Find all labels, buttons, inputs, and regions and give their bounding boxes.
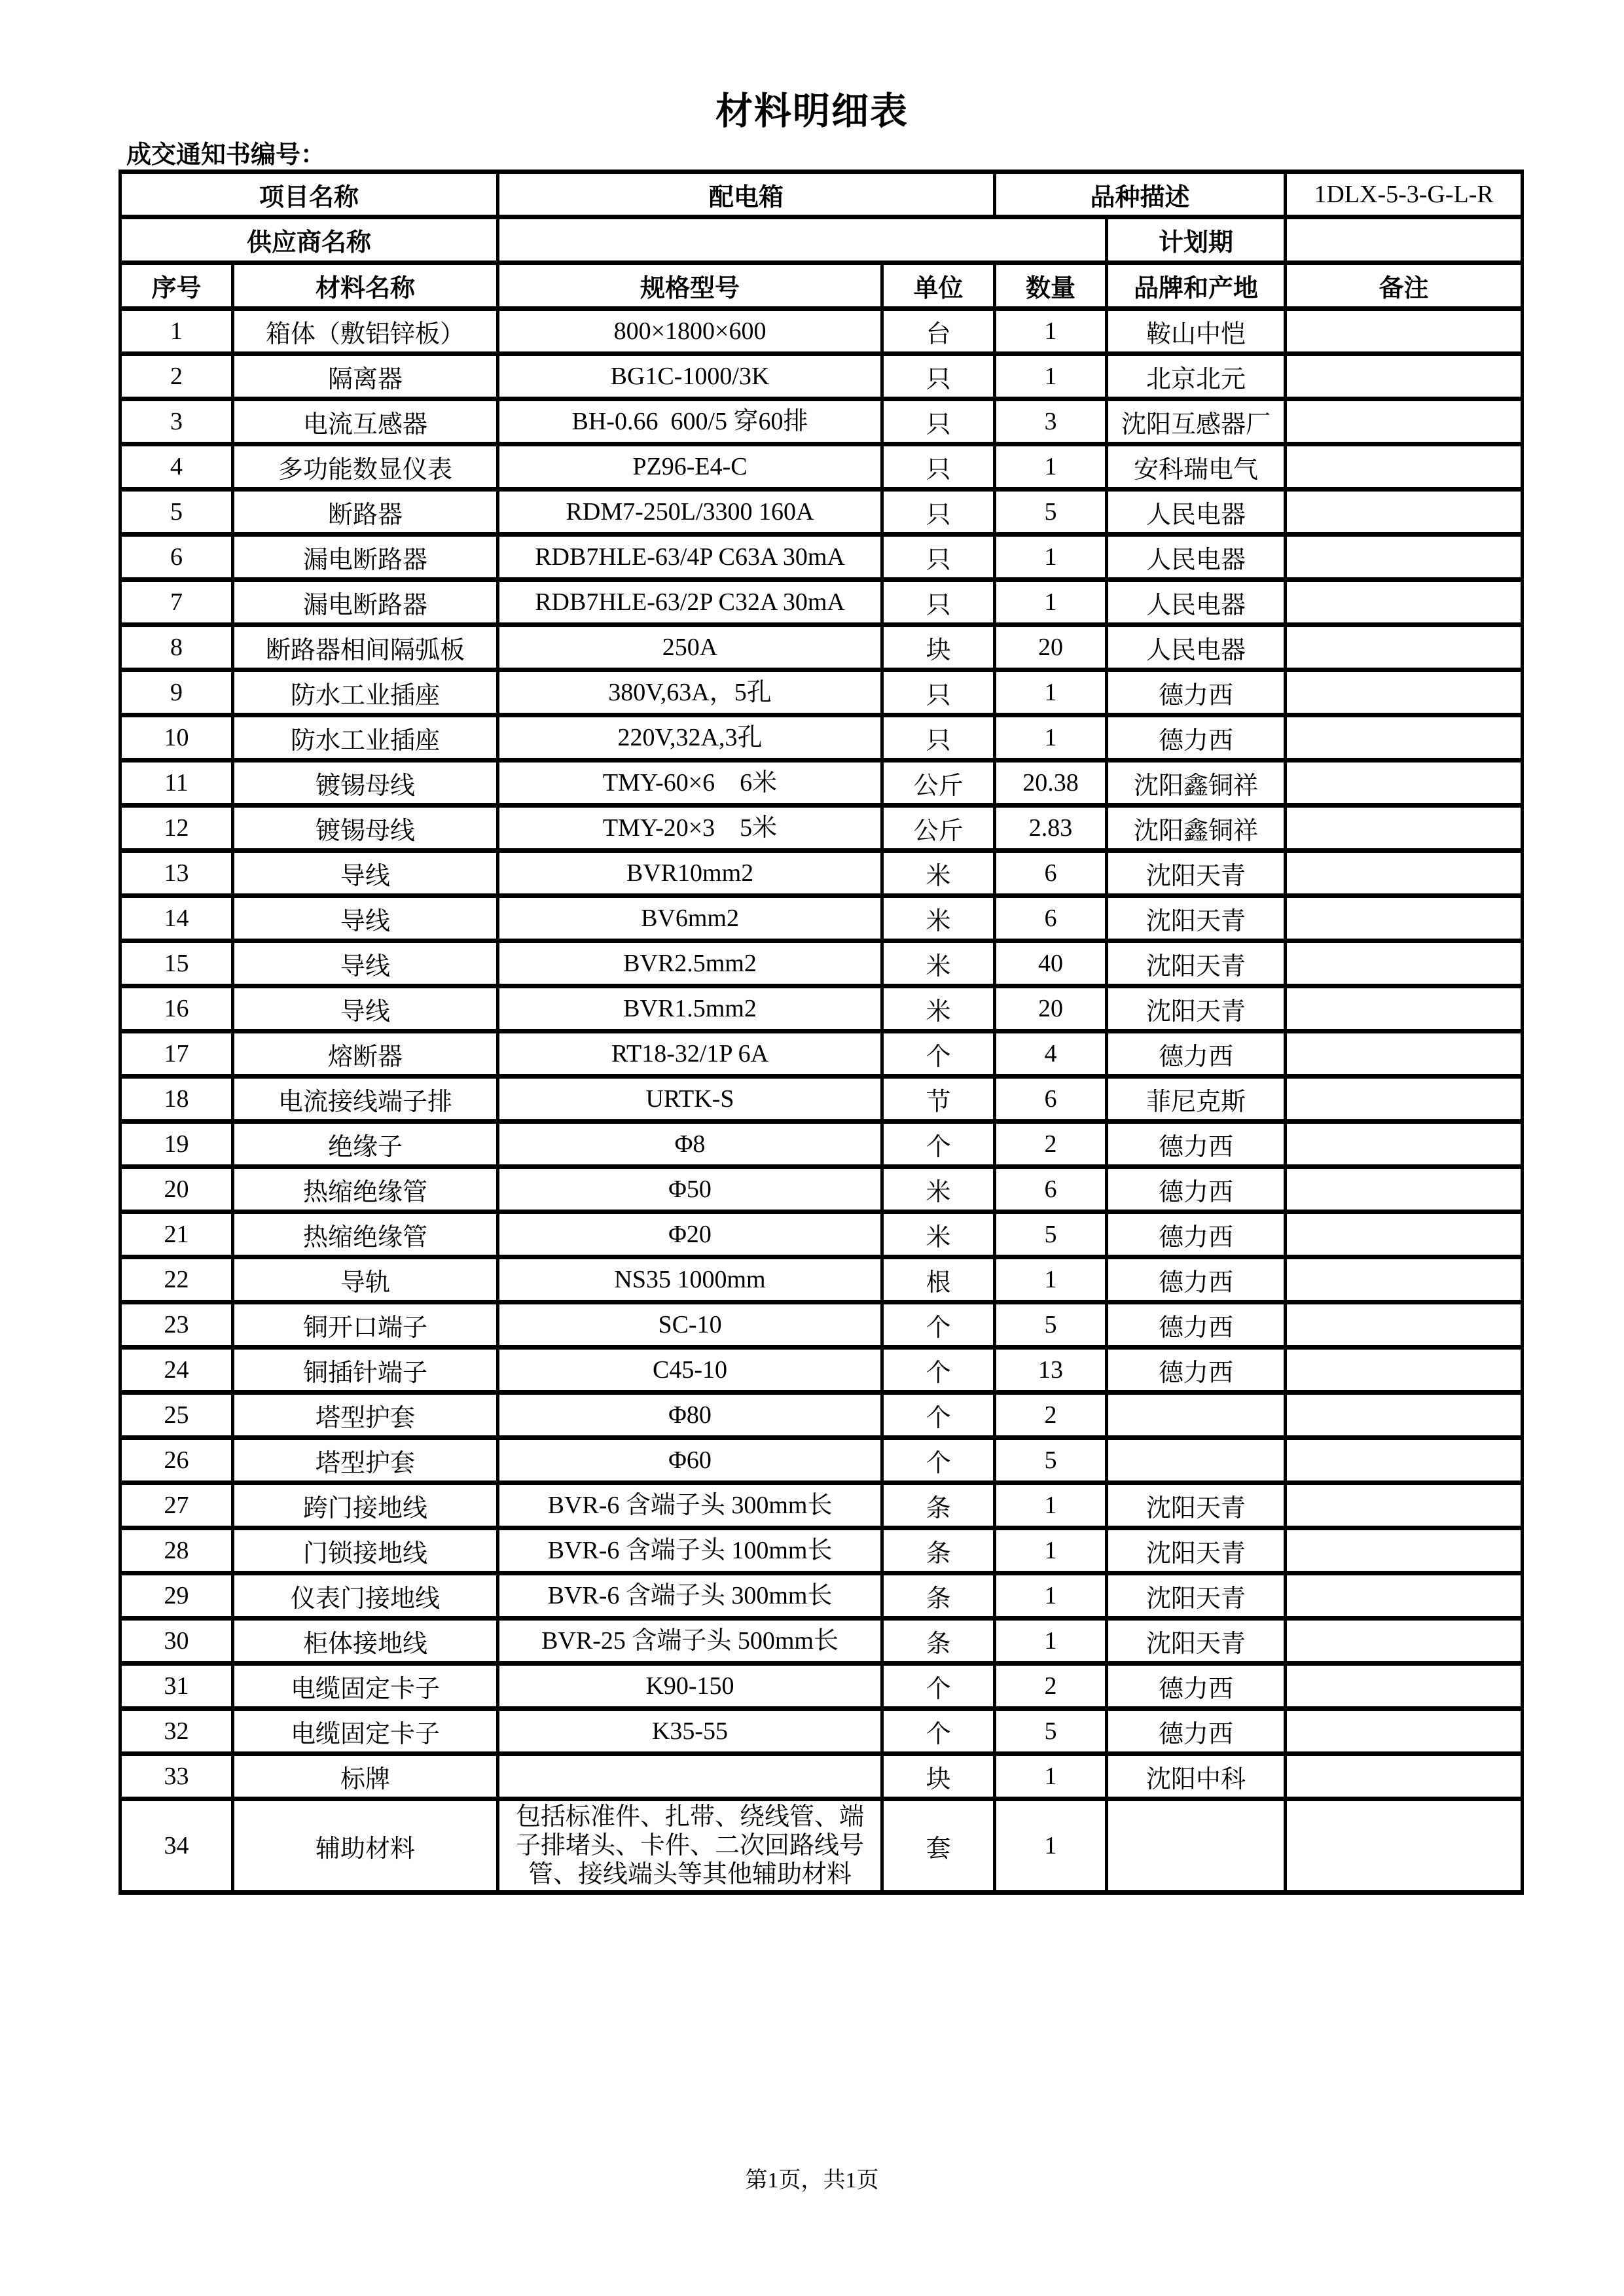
cell-unit: 节: [882, 1077, 995, 1122]
column-header-row: [120, 263, 1523, 309]
cell-unit: 块: [882, 1754, 995, 1799]
cell-note: [1286, 1122, 1523, 1167]
table-row: [120, 1573, 1523, 1619]
cell-material-name: 导线: [233, 851, 498, 896]
cell-material-name: 镀锡母线: [233, 761, 498, 806]
cell-brand-origin: 德力西: [1107, 670, 1286, 715]
cell-unit: 块: [882, 625, 995, 670]
cell-material-name: 塔型护套: [233, 1438, 498, 1483]
cell-brand-origin: 沈阳天青: [1107, 1619, 1286, 1664]
cell-serial-no: 19: [120, 1122, 233, 1167]
cell-material-name: 多功能数显仪表: [233, 444, 498, 490]
cell-serial-no: 1: [120, 309, 233, 354]
cell-serial-no: 34: [120, 1799, 233, 1893]
cell-quantity: 20: [995, 625, 1107, 670]
cell-spec-model: BVR-25 含端子头 500mm长: [498, 1619, 882, 1664]
cell-note: [1286, 1573, 1523, 1619]
supplier-name-value: [498, 217, 1107, 263]
cell-material-name: 熔断器: [233, 1031, 498, 1077]
cell-quantity: 1: [995, 1799, 1107, 1893]
cell-quantity: 3: [995, 399, 1107, 444]
cell-serial-no: 3: [120, 399, 233, 444]
cell-serial-no: 13: [120, 851, 233, 896]
cell-unit: 条: [882, 1573, 995, 1619]
cell-note: [1286, 1257, 1523, 1302]
cell-unit: 个: [882, 1664, 995, 1709]
cell-brand-origin: 沈阳鑫铜祥: [1107, 806, 1286, 851]
cell-spec-model: SC-10: [498, 1302, 882, 1348]
cell-brand-origin: 德力西: [1107, 1212, 1286, 1257]
cell-quantity: 6: [995, 1077, 1107, 1122]
table-row: [120, 1077, 1523, 1122]
cell-serial-no: 8: [120, 625, 233, 670]
cell-quantity: 20: [995, 986, 1107, 1031]
cell-material-name: 漏电断路器: [233, 535, 498, 580]
cell-note: [1286, 670, 1523, 715]
cell-brand-origin: 沈阳天青: [1107, 851, 1286, 896]
cell-brand-origin: 德力西: [1107, 1302, 1286, 1348]
table-row: [120, 670, 1523, 715]
table-row: [120, 1348, 1523, 1393]
cell-serial-no: 22: [120, 1257, 233, 1302]
cell-material-name: 铜开口端子: [233, 1302, 498, 1348]
cell-material-name: 电流互感器: [233, 399, 498, 444]
cell-quantity: 1: [995, 1573, 1107, 1619]
cell-unit: 个: [882, 1438, 995, 1483]
cell-quantity: 1: [995, 580, 1107, 625]
cell-serial-no: 18: [120, 1077, 233, 1122]
cell-spec-model: BH-0.66 600/5 穿60排: [498, 399, 882, 444]
cell-material-name: 塔型护套: [233, 1393, 498, 1438]
cell-material-name: 电流接线端子排: [233, 1077, 498, 1122]
project-name-label: 项目名称: [120, 172, 498, 217]
table-row: [120, 1212, 1523, 1257]
cell-unit: 米: [882, 896, 995, 941]
cell-material-name: 导线: [233, 941, 498, 986]
table-row: [120, 761, 1523, 806]
cell-spec-model: BVR10mm2: [498, 851, 882, 896]
cell-quantity: 1: [995, 354, 1107, 399]
table-row: [120, 1302, 1523, 1348]
cell-brand-origin: 沈阳天青: [1107, 1528, 1286, 1573]
cell-unit: 只: [882, 670, 995, 715]
cell-note: [1286, 444, 1523, 490]
cell-note: [1286, 715, 1523, 761]
cell-note: [1286, 761, 1523, 806]
cell-unit: 条: [882, 1528, 995, 1573]
table-row: [120, 1664, 1523, 1709]
cell-unit: 米: [882, 986, 995, 1031]
cell-spec-model: Φ60: [498, 1438, 882, 1483]
cell-material-name: 导轨: [233, 1257, 498, 1302]
cell-brand-origin: 沈阳互感器厂: [1107, 399, 1286, 444]
cell-note: [1286, 986, 1523, 1031]
cell-unit: 根: [882, 1257, 995, 1302]
cell-quantity: 6: [995, 896, 1107, 941]
cell-spec-model: 380V,63A，5孔: [498, 670, 882, 715]
cell-spec-model: RDM7-250L/3300 160A: [498, 490, 882, 535]
cell-note: [1286, 625, 1523, 670]
plan-period-label: 计划期: [1107, 217, 1286, 263]
table-row: [120, 806, 1523, 851]
cell-brand-origin: 德力西: [1107, 1167, 1286, 1212]
cell-material-name: 柜体接地线: [233, 1619, 498, 1664]
cell-spec-model: PZ96-E4-C: [498, 444, 882, 490]
cell-brand-origin: 德力西: [1107, 1709, 1286, 1754]
cell-note: [1286, 851, 1523, 896]
cell-brand-origin: 沈阳天青: [1107, 1573, 1286, 1619]
cell-quantity: 5: [995, 1212, 1107, 1257]
cell-spec-model: NS35 1000mm: [498, 1257, 882, 1302]
cell-brand-origin: 德力西: [1107, 1122, 1286, 1167]
cell-unit: 只: [882, 399, 995, 444]
table-row: [120, 1709, 1523, 1754]
cell-note: [1286, 1619, 1523, 1664]
cell-spec-model: BG1C-1000/3K: [498, 354, 882, 399]
cell-brand-origin: [1107, 1438, 1286, 1483]
table-row: [120, 309, 1523, 354]
cell-quantity: 1: [995, 1619, 1107, 1664]
cell-spec-model: TMY-60×6 6米: [498, 761, 882, 806]
cell-spec-model: K35-55: [498, 1709, 882, 1754]
cell-unit: 只: [882, 444, 995, 490]
table-row: [120, 1799, 1523, 1893]
page-number-indicator: 第1页，共1页: [745, 2168, 879, 2193]
cell-serial-no: 6: [120, 535, 233, 580]
cell-unit: 只: [882, 490, 995, 535]
cell-serial-no: 7: [120, 580, 233, 625]
cell-note: [1286, 1302, 1523, 1348]
cell-quantity: 40: [995, 941, 1107, 986]
cell-quantity: 2: [995, 1664, 1107, 1709]
cell-unit: 个: [882, 1348, 995, 1393]
cell-spec-model: Φ50: [498, 1167, 882, 1212]
table-row: [120, 399, 1523, 444]
table-row: [120, 354, 1523, 399]
cell-note: [1286, 1348, 1523, 1393]
table-row: [120, 1031, 1523, 1077]
cell-brand-origin: 德力西: [1107, 1257, 1286, 1302]
cell-spec-model: Φ8: [498, 1122, 882, 1167]
cell-quantity: 1: [995, 670, 1107, 715]
cell-material-name: 热缩绝缘管: [233, 1167, 498, 1212]
cell-material-name: 断路器: [233, 490, 498, 535]
cell-material-name: 隔离器: [233, 354, 498, 399]
cell-serial-no: 27: [120, 1483, 233, 1528]
cell-note: [1286, 896, 1523, 941]
cell-quantity: 1: [995, 1483, 1107, 1528]
cell-material-name: 门锁接地线: [233, 1528, 498, 1573]
cell-spec-model: RDB7HLE-63/2P C32A 30mA: [498, 580, 882, 625]
col-header-note: 备注: [1286, 263, 1523, 309]
cell-note: [1286, 1167, 1523, 1212]
info-row-supplier: [120, 217, 1523, 263]
variety-desc-value: 1DLX-5-3-G-L-R: [1286, 172, 1523, 217]
cell-spec-model: BVR-6 含端子头 100mm长: [498, 1528, 882, 1573]
cell-brand-origin: 沈阳天青: [1107, 941, 1286, 986]
cell-unit: 个: [882, 1122, 995, 1167]
cell-unit: 公斤: [882, 761, 995, 806]
cell-spec-model: K90-150: [498, 1664, 882, 1709]
cell-material-name: 镀锡母线: [233, 806, 498, 851]
col-header-brand: 品牌和产地: [1107, 263, 1286, 309]
table-row: [120, 986, 1523, 1031]
cell-serial-no: 23: [120, 1302, 233, 1348]
cell-spec-model: 包括标准件、扎带、绕线管、端子排堵头、卡件、二次回路线号管、接线端头等其他辅助材料: [498, 1799, 882, 1893]
cell-brand-origin: 北京北元: [1107, 354, 1286, 399]
cell-material-name: 防水工业插座: [233, 670, 498, 715]
table-row: [120, 1528, 1523, 1573]
cell-unit: 只: [882, 354, 995, 399]
cell-material-name: 标牌: [233, 1754, 498, 1799]
cell-brand-origin: 德力西: [1107, 1664, 1286, 1709]
cell-serial-no: 16: [120, 986, 233, 1031]
cell-note: [1286, 354, 1523, 399]
cell-spec-model: BVR-6 含端子头 300mm长: [498, 1573, 882, 1619]
cell-unit: 米: [882, 1212, 995, 1257]
cell-serial-no: 10: [120, 715, 233, 761]
table-row: [120, 490, 1523, 535]
cell-spec-model: BVR2.5mm2: [498, 941, 882, 986]
col-header-material-name: 材料名称: [233, 263, 498, 309]
cell-serial-no: 17: [120, 1031, 233, 1077]
cell-serial-no: 21: [120, 1212, 233, 1257]
cell-material-name: 绝缘子: [233, 1122, 498, 1167]
table-row: [120, 896, 1523, 941]
cell-serial-no: 28: [120, 1528, 233, 1573]
cell-quantity: 5: [995, 1438, 1107, 1483]
cell-note: [1286, 1799, 1523, 1893]
cell-spec-model: BVR1.5mm2: [498, 986, 882, 1031]
col-header-spec: 规格型号: [498, 263, 882, 309]
cell-serial-no: 33: [120, 1754, 233, 1799]
cell-material-name: 断路器相间隔弧板: [233, 625, 498, 670]
supplier-name-label: 供应商名称: [120, 217, 498, 263]
cell-note: [1286, 1031, 1523, 1077]
cell-note: [1286, 1212, 1523, 1257]
cell-note: [1286, 1077, 1523, 1122]
cell-unit: 个: [882, 1393, 995, 1438]
cell-spec-model: URTK-S: [498, 1077, 882, 1122]
info-row-project: [120, 172, 1523, 217]
cell-spec-model: 220V,32A,3孔: [498, 715, 882, 761]
cell-spec-model: BV6mm2: [498, 896, 882, 941]
cell-note: [1286, 1754, 1523, 1799]
cell-quantity: 5: [995, 1302, 1107, 1348]
cell-brand-origin: 沈阳天青: [1107, 986, 1286, 1031]
cell-serial-no: 2: [120, 354, 233, 399]
cell-serial-no: 26: [120, 1438, 233, 1483]
cell-spec-model: Φ80: [498, 1393, 882, 1438]
cell-unit: 条: [882, 1619, 995, 1664]
cell-serial-no: 4: [120, 444, 233, 490]
cell-brand-origin: 鞍山中恺: [1107, 309, 1286, 354]
cell-unit: 个: [882, 1709, 995, 1754]
cell-quantity: 1: [995, 1257, 1107, 1302]
cell-spec-model: C45-10: [498, 1348, 882, 1393]
cell-unit: 米: [882, 1167, 995, 1212]
col-header-qty: 数量: [995, 263, 1107, 309]
cell-serial-no: 31: [120, 1664, 233, 1709]
notice-number-label: 成交通知书编号：: [126, 141, 326, 169]
cell-brand-origin: 德力西: [1107, 715, 1286, 761]
cell-serial-no: 15: [120, 941, 233, 986]
cell-material-name: 仪表门接地线: [233, 1573, 498, 1619]
plan-period-value: [1286, 217, 1523, 263]
cell-brand-origin: 人民电器: [1107, 490, 1286, 535]
cell-brand-origin: 沈阳鑫铜祥: [1107, 761, 1286, 806]
cell-quantity: 2.83: [995, 806, 1107, 851]
cell-note: [1286, 580, 1523, 625]
cell-brand-origin: 人民电器: [1107, 580, 1286, 625]
table-row: [120, 625, 1523, 670]
cell-unit: 只: [882, 580, 995, 625]
cell-serial-no: 29: [120, 1573, 233, 1619]
table-row: [120, 535, 1523, 580]
cell-spec-model: BVR-6 含端子头 300mm长: [498, 1483, 882, 1528]
cell-material-name: 辅助材料: [233, 1799, 498, 1893]
cell-quantity: 5: [995, 1709, 1107, 1754]
project-name-value: 配电箱: [498, 172, 995, 217]
cell-note: [1286, 1438, 1523, 1483]
table-row: [120, 1257, 1523, 1302]
table-row: [120, 715, 1523, 761]
cell-serial-no: 5: [120, 490, 233, 535]
cell-quantity: 2: [995, 1122, 1107, 1167]
table-row: [120, 1167, 1523, 1212]
cell-brand-origin: [1107, 1393, 1286, 1438]
cell-quantity: 1: [995, 1528, 1107, 1573]
col-header-unit: 单位: [882, 263, 995, 309]
cell-serial-no: 20: [120, 1167, 233, 1212]
cell-spec-model: 250A: [498, 625, 882, 670]
cell-unit: 个: [882, 1031, 995, 1077]
table-row: [120, 1483, 1523, 1528]
cell-quantity: 13: [995, 1348, 1107, 1393]
cell-quantity: 6: [995, 851, 1107, 896]
cell-quantity: 6: [995, 1167, 1107, 1212]
cell-quantity: 20.38: [995, 761, 1107, 806]
cell-spec-model: [498, 1754, 882, 1799]
cell-note: [1286, 806, 1523, 851]
cell-quantity: 2: [995, 1393, 1107, 1438]
cell-quantity: 1: [995, 309, 1107, 354]
cell-unit: 只: [882, 715, 995, 761]
cell-brand-origin: 沈阳天青: [1107, 1483, 1286, 1528]
cell-material-name: 箱体（敷铝锌板）: [233, 309, 498, 354]
cell-note: [1286, 399, 1523, 444]
cell-material-name: 铜插针端子: [233, 1348, 498, 1393]
cell-quantity: 1: [995, 715, 1107, 761]
cell-brand-origin: 德力西: [1107, 1348, 1286, 1393]
cell-serial-no: 25: [120, 1393, 233, 1438]
cell-brand-origin: [1107, 1799, 1286, 1893]
cell-quantity: 1: [995, 444, 1107, 490]
table-row: [120, 1754, 1523, 1799]
cell-material-name: 漏电断路器: [233, 580, 498, 625]
table-row: [120, 941, 1523, 986]
cell-unit: 台: [882, 309, 995, 354]
cell-serial-no: 30: [120, 1619, 233, 1664]
cell-note: [1286, 535, 1523, 580]
cell-unit: 公斤: [882, 806, 995, 851]
cell-spec-model: TMY-20×3 5米: [498, 806, 882, 851]
table-row: [120, 580, 1523, 625]
table-row: [120, 1619, 1523, 1664]
materials-table: [118, 170, 1524, 1895]
cell-brand-origin: 菲尼克斯: [1107, 1077, 1286, 1122]
table-row: [120, 1122, 1523, 1167]
cell-note: [1286, 1709, 1523, 1754]
cell-note: [1286, 1393, 1523, 1438]
table-row: [120, 1438, 1523, 1483]
cell-spec-model: Φ20: [498, 1212, 882, 1257]
cell-material-name: 电缆固定卡子: [233, 1664, 498, 1709]
cell-serial-no: 24: [120, 1348, 233, 1393]
cell-serial-no: 14: [120, 896, 233, 941]
cell-brand-origin: 沈阳中科: [1107, 1754, 1286, 1799]
variety-desc-label: 品种描述: [995, 172, 1286, 217]
cell-spec-model: RT18-32/1P 6A: [498, 1031, 882, 1077]
cell-material-name: 电缆固定卡子: [233, 1709, 498, 1754]
cell-unit: 套: [882, 1799, 995, 1893]
table-row: [120, 851, 1523, 896]
cell-material-name: 导线: [233, 986, 498, 1031]
cell-unit: 米: [882, 941, 995, 986]
cell-note: [1286, 309, 1523, 354]
cell-note: [1286, 490, 1523, 535]
cell-unit: 条: [882, 1483, 995, 1528]
page-title: 材料明细表: [715, 91, 909, 132]
cell-quantity: 4: [995, 1031, 1107, 1077]
cell-material-name: 导线: [233, 896, 498, 941]
cell-material-name: 防水工业插座: [233, 715, 498, 761]
cell-unit: 个: [882, 1302, 995, 1348]
cell-material-name: 跨门接地线: [233, 1483, 498, 1528]
cell-note: [1286, 1528, 1523, 1573]
cell-serial-no: 11: [120, 761, 233, 806]
cell-serial-no: 9: [120, 670, 233, 715]
cell-serial-no: 32: [120, 1709, 233, 1754]
cell-spec-model: 800×1800×600: [498, 309, 882, 354]
material-rows: [120, 309, 1523, 1893]
cell-brand-origin: 人民电器: [1107, 535, 1286, 580]
cell-unit: 米: [882, 851, 995, 896]
cell-brand-origin: 人民电器: [1107, 625, 1286, 670]
cell-note: [1286, 941, 1523, 986]
table-row: [120, 1393, 1523, 1438]
cell-serial-no: 12: [120, 806, 233, 851]
col-header-no: 序号: [120, 263, 233, 309]
cell-material-name: 热缩绝缘管: [233, 1212, 498, 1257]
cell-quantity: 1: [995, 535, 1107, 580]
cell-brand-origin: 安科瑞电气: [1107, 444, 1286, 490]
cell-brand-origin: 德力西: [1107, 1031, 1286, 1077]
cell-note: [1286, 1483, 1523, 1528]
table-row: [120, 444, 1523, 490]
cell-quantity: 5: [995, 490, 1107, 535]
cell-brand-origin: 沈阳天青: [1107, 896, 1286, 941]
cell-unit: 只: [882, 535, 995, 580]
cell-spec-model: RDB7HLE-63/4P C63A 30mA: [498, 535, 882, 580]
cell-note: [1286, 1664, 1523, 1709]
cell-quantity: 1: [995, 1754, 1107, 1799]
